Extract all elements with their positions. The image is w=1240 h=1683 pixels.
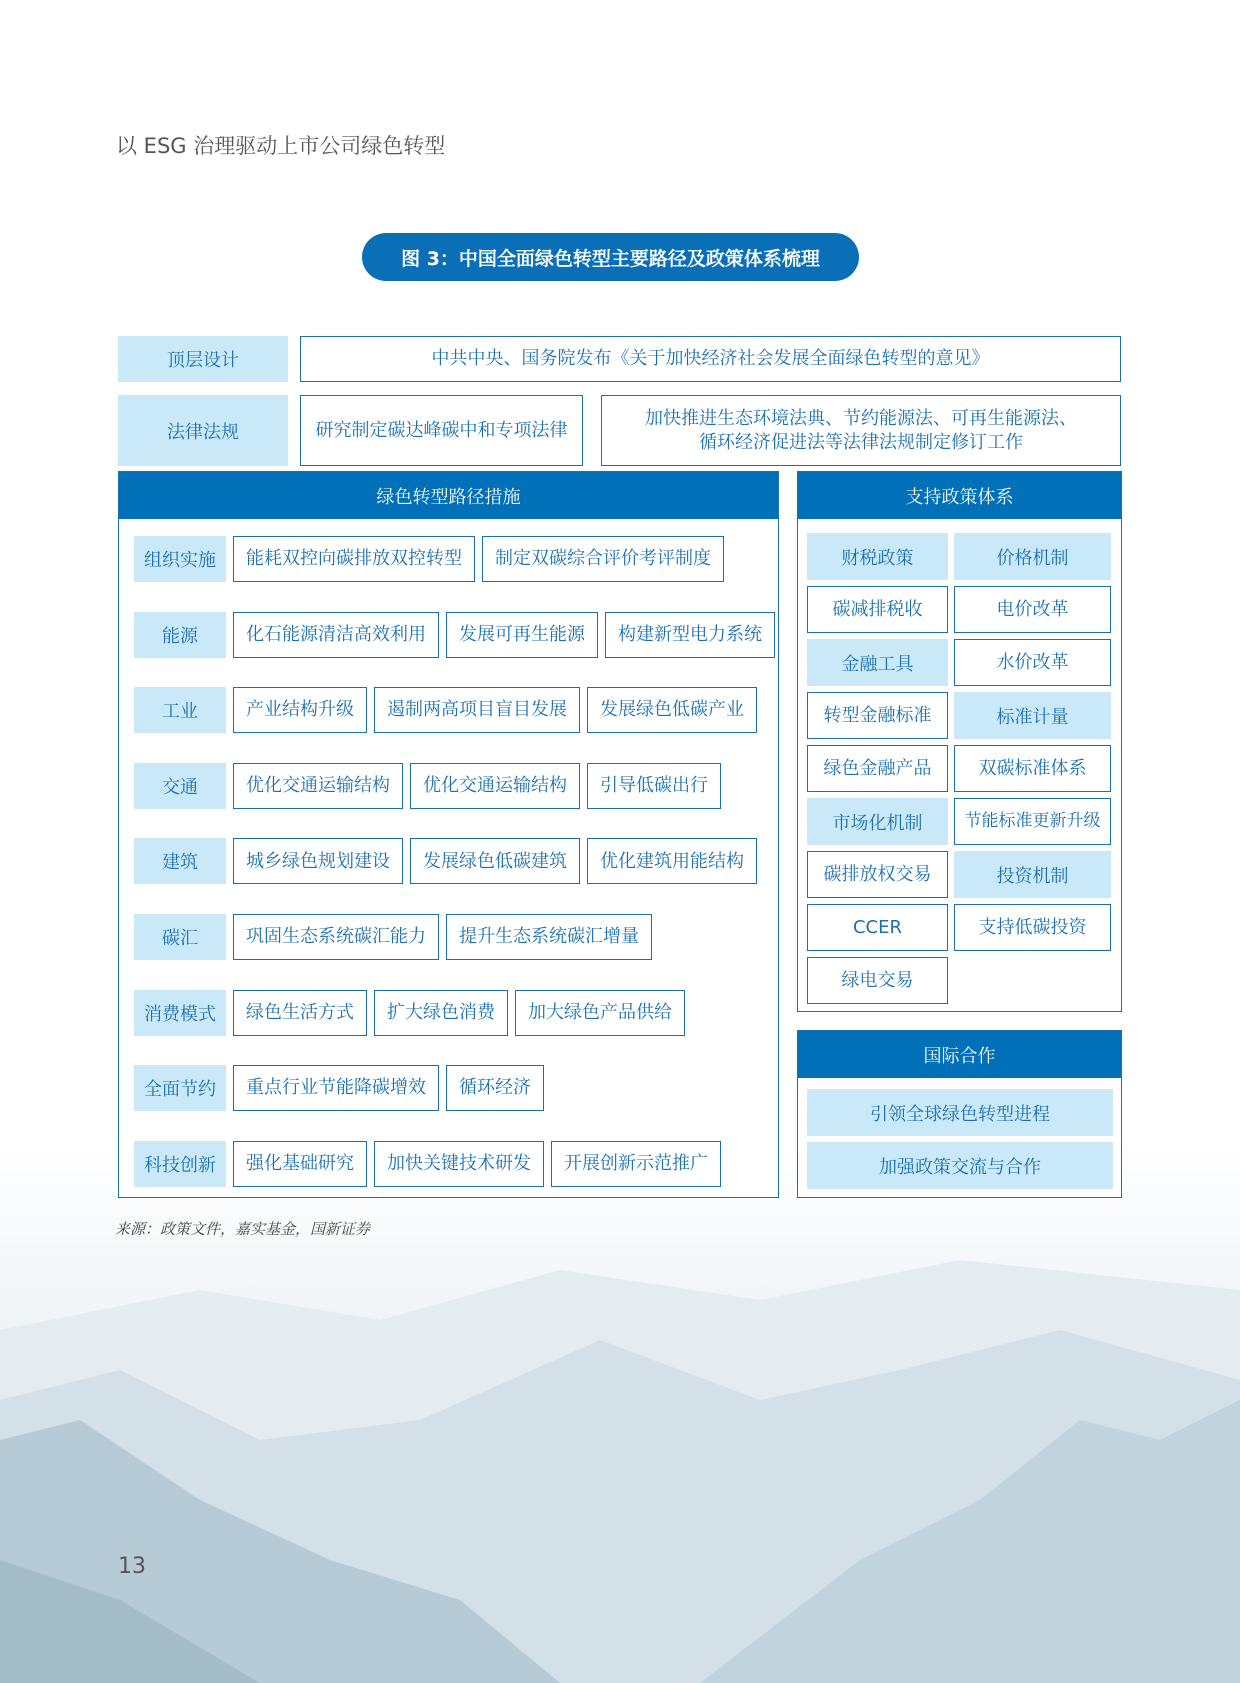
international-item: 加强政策交流与合作 [807,1142,1113,1189]
path-measure: 加快关键技术研发 [374,1141,544,1187]
support-item: CCER [807,904,948,951]
path-row-label: 建筑 [134,838,226,884]
running-header: 以 ESG 治理驱动上市公司绿色转型 [116,134,446,158]
support-item: 水价改革 [954,639,1111,686]
path-row [134,612,775,658]
path-row-label: 组织实施 [134,536,226,582]
path-measure: 提升生态系统碳汇增量 [446,914,652,960]
support-title: 支持政策体系 [798,472,1121,519]
path-row [134,1065,544,1111]
support-item: 绿电交易 [807,957,948,1004]
figure-title: 图 3：中国全面绿色转型主要路径及政策体系梳理 [362,233,859,281]
support-category: 价格机制 [954,533,1111,580]
support-item: 支持低碳投资 [954,904,1111,951]
laws-label: 法律法规 [118,395,288,466]
support-item: 绿色金融产品 [807,745,948,792]
path-row [134,914,652,960]
support-item: 双碳标准体系 [954,745,1111,792]
support-category: 标准计量 [954,692,1111,739]
support-category: 市场化机制 [807,798,948,845]
path-measure: 产业结构升级 [233,687,367,733]
international-title: 国际合作 [798,1031,1121,1078]
path-row-label: 科技创新 [134,1141,226,1187]
path-row-label: 能源 [134,612,226,658]
path-measure: 引导低碳出行 [587,763,721,809]
support-item: 电价改革 [954,586,1111,633]
path-measure: 扩大绿色消费 [374,990,508,1036]
path-measure: 遏制两高项目盲目发展 [374,687,580,733]
path-measure: 开展创新示范推广 [551,1141,721,1187]
path-row-label: 交通 [134,763,226,809]
path-measure: 化石能源清洁高效利用 [233,612,439,658]
path-row-label: 工业 [134,687,226,733]
path-measure: 优化建筑用能结构 [587,838,757,884]
path-measure: 循环经济 [446,1065,544,1111]
path-row [134,990,685,1036]
support-item: 转型金融标准 [807,692,948,739]
top-design-label: 顶层设计 [118,336,288,382]
path-measure: 发展绿色低碳产业 [587,687,757,733]
path-row [134,763,721,809]
path-measure: 重点行业节能降碳增效 [233,1065,439,1111]
support-item: 碳减排税收 [807,586,948,633]
path-measure: 优化交通运输结构 [410,763,580,809]
path-measure: 构建新型电力系统 [605,612,775,658]
path-row [134,838,757,884]
source-note: 来源：政策文件，嘉实基金，国新证券 [115,1220,371,1238]
page-number: 13 [118,1554,146,1579]
path-measure: 发展绿色低碳建筑 [410,838,580,884]
support-category: 投资机制 [954,851,1111,898]
path-row [134,1141,721,1187]
support-category: 金融工具 [807,639,948,686]
path-row [134,536,724,582]
path-row [134,687,757,733]
path-measure: 绿色生活方式 [233,990,367,1036]
path-measure: 优化交通运输结构 [233,763,403,809]
path-measure: 制定双碳综合评价考评制度 [482,536,724,582]
paths-panel [118,471,779,1198]
path-measure: 城乡绿色规划建设 [233,838,403,884]
support-category: 财税政策 [807,533,948,580]
international-panel [797,1030,1122,1198]
path-row-label: 碳汇 [134,914,226,960]
support-panel [797,471,1122,1012]
top-design-content: 中共中央、国务院发布《关于加快经济社会发展全面绿色转型的意见》 [300,336,1121,382]
path-measure: 加大绿色产品供给 [515,990,685,1036]
path-measure: 巩固生态系统碳汇能力 [233,914,439,960]
path-measure: 强化基础研究 [233,1141,367,1187]
support-item: 节能标准更新升级 [954,798,1111,845]
path-measure: 发展可再生能源 [446,612,598,658]
path-measure: 能耗双控向碳排放双控转型 [233,536,475,582]
laws-item: 加快推进生态环境法典、节约能源法、可再生能源法、循环经济促进法等法律法规制定修订工作 [601,395,1121,466]
international-item: 引领全球绿色转型进程 [807,1089,1113,1136]
path-row-label: 全面节约 [134,1065,226,1111]
path-row-label: 消费模式 [134,990,226,1036]
paths-title: 绿色转型路径措施 [119,472,778,519]
laws-item: 研究制定碳达峰碳中和专项法律 [300,395,583,466]
support-item: 碳排放权交易 [807,851,948,898]
